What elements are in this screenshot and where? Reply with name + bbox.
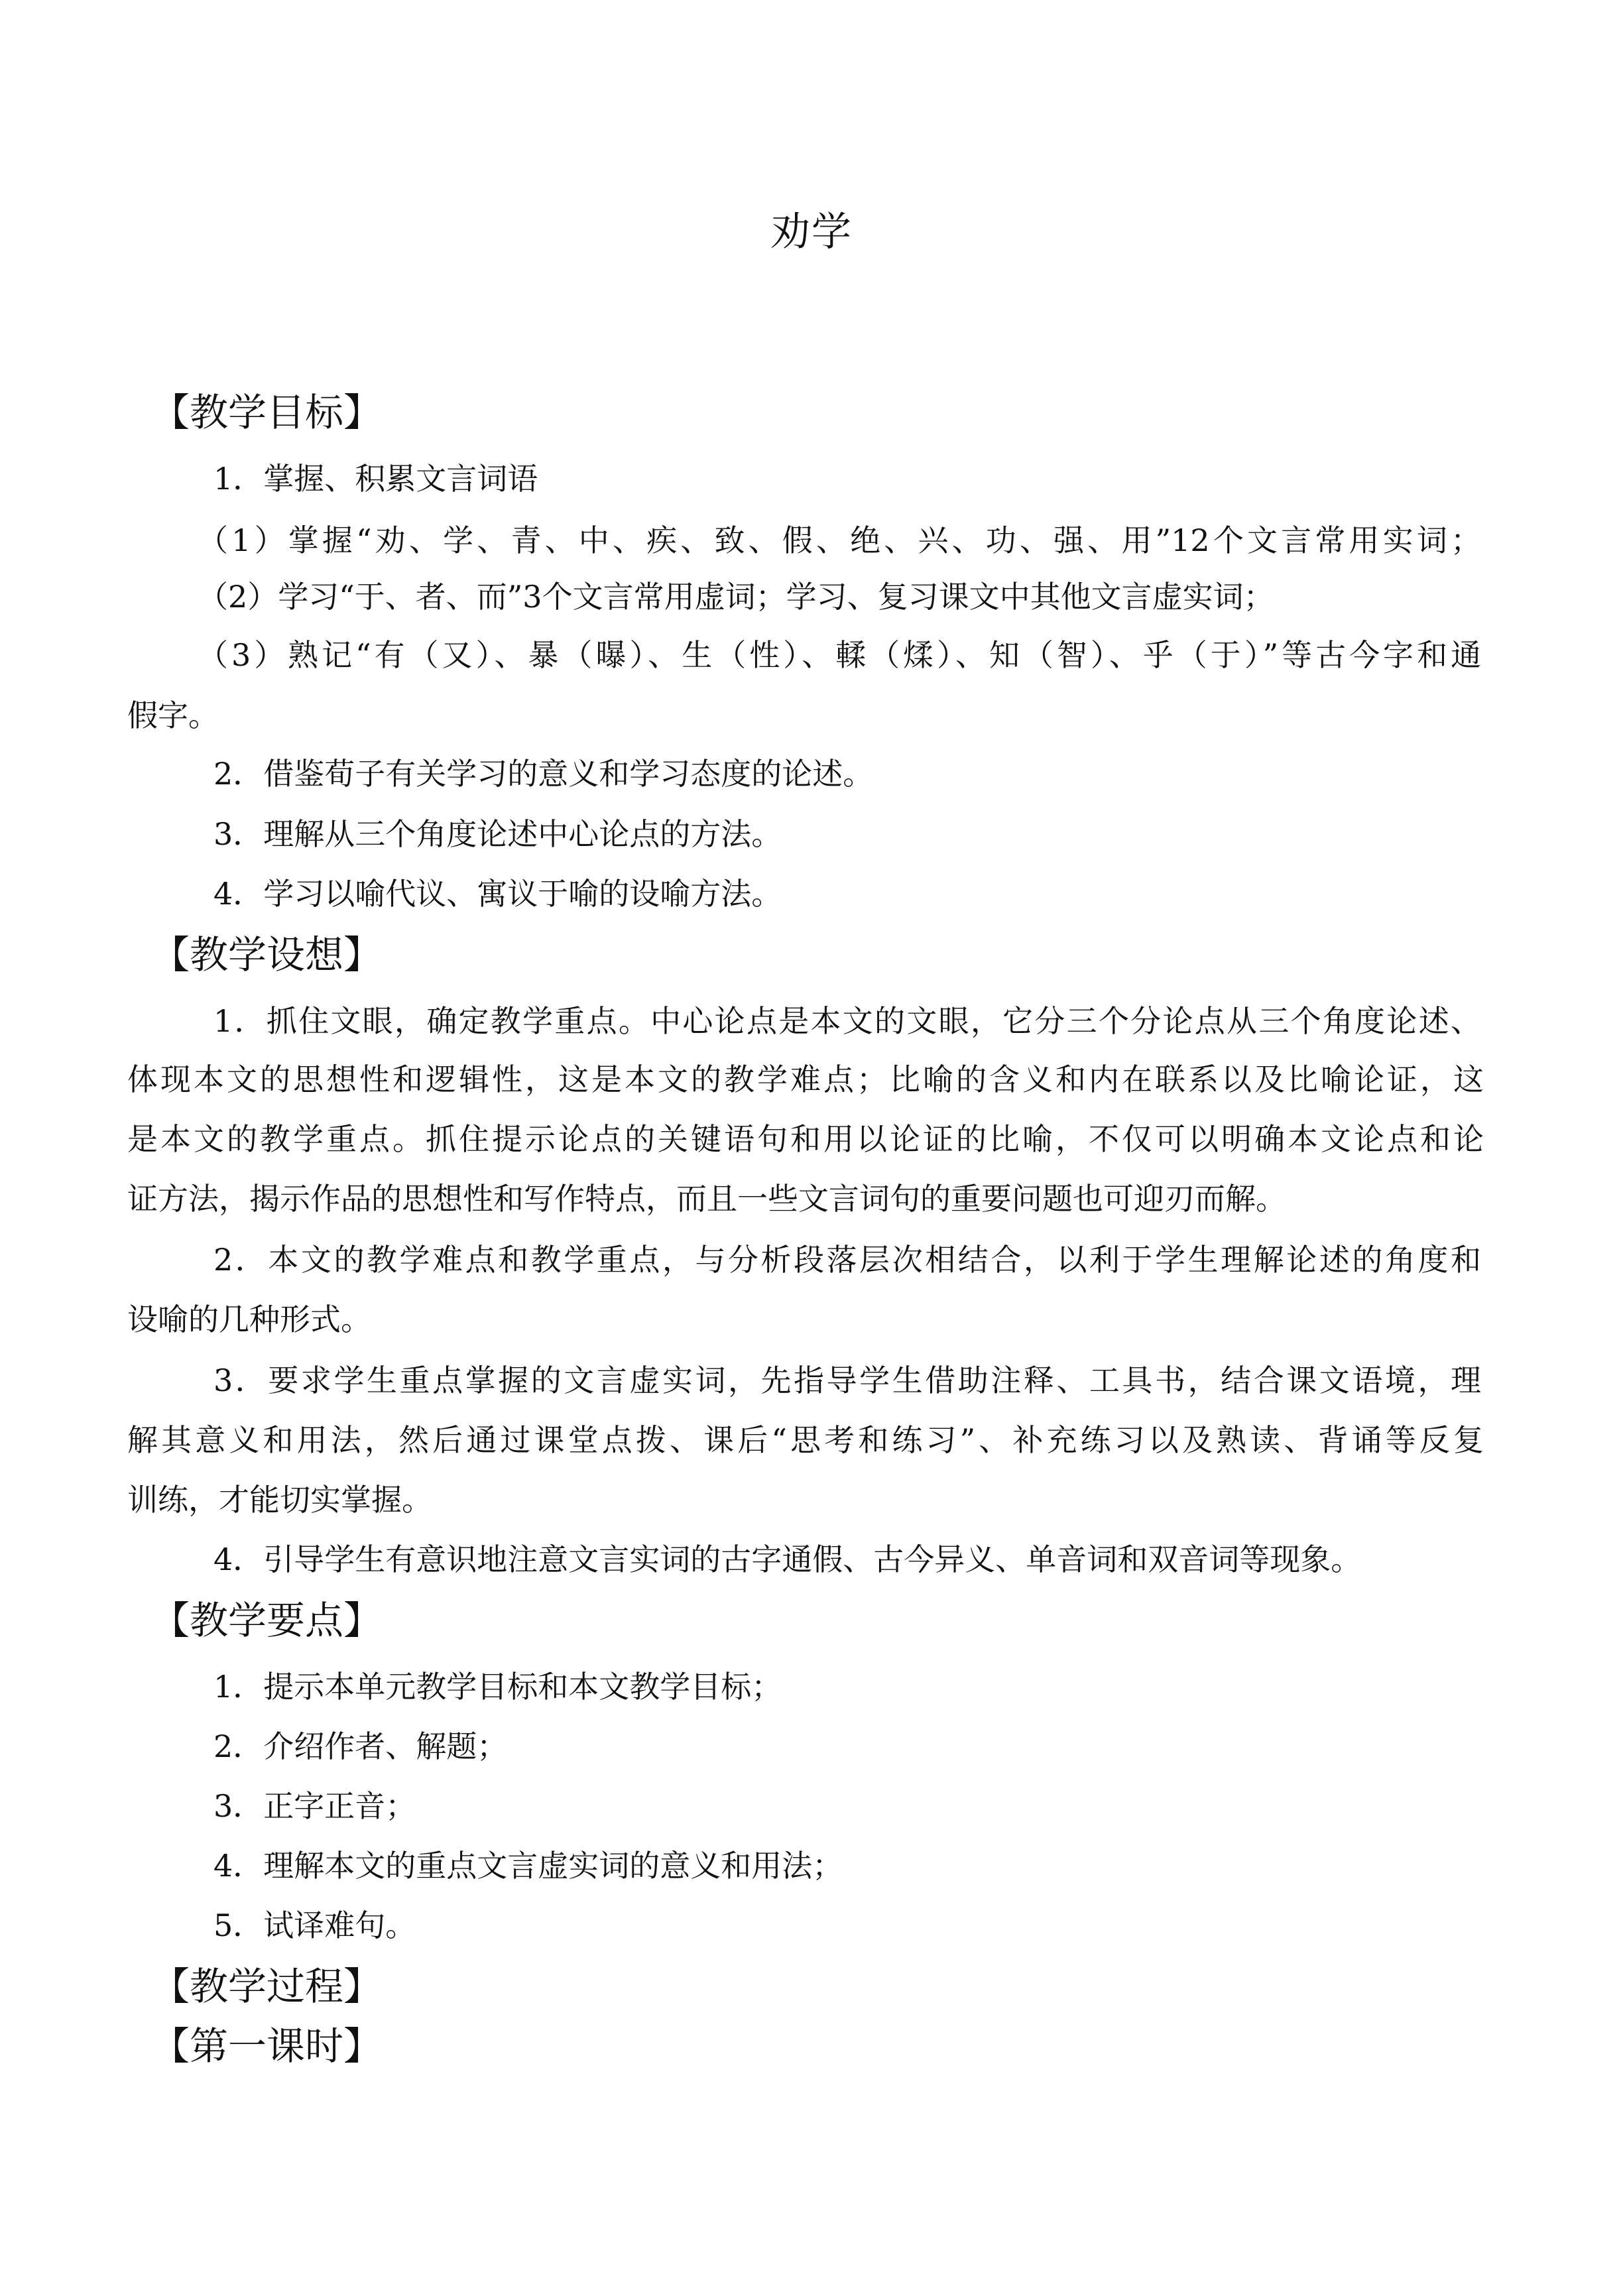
- section-heading-design: 【教学设想】: [151, 932, 383, 977]
- design-paragraph-1-line-2: 体现本文的思想性和逻辑性，这是本文的教学难点；比喻的含义和内在联系以及比喻论证，这: [127, 1061, 1484, 1097]
- objective-sub-1: （1）掌握“劝、学、青、中、疾、致、假、绝、兴、功、强、用”12个文言常用实词；: [198, 522, 1481, 558]
- design-paragraph-1-line-4: 证方法，揭示作品的思想性和写作特点，而且一些文言词句的重要问题也可迎刃而解。: [127, 1181, 1286, 1217]
- section-heading-keypoints: 【教学要点】: [151, 1598, 383, 1643]
- design-paragraph-3-line-2: 解其意义和用法，然后通过课堂点拨、课后“思考和练习”、补充练习以及熟读、背诵等反复: [127, 1422, 1484, 1458]
- objective-sub-2: （2）学习“于、者、而”3个文言常用虚词；学习、复习课文中其他文言虚实词；: [198, 579, 1274, 615]
- keypoint-item-1: 1．提示本单元教学目标和本文教学目标；: [213, 1669, 782, 1705]
- section-heading-lesson-1: 【第一课时】: [151, 2024, 383, 2069]
- keypoint-item-3: 3．正字正音；: [213, 1788, 416, 1824]
- design-paragraph-3-line-1: 3．要求学生重点掌握的文言虚实词，先指导学生借助注释、工具书，结合课文语境，理: [213, 1362, 1481, 1398]
- design-paragraph-4-line-1: 4．引导学生有意识地注意文言实词的古字通假、古今异义、单音词和双音词等现象。: [213, 1541, 1362, 1577]
- objective-sub-3-line-1: （3）熟记“有（又）、暴（曝）、生（性）、輮（煣）、知（智）、乎（于）”等古今字和通: [198, 637, 1481, 673]
- keypoint-item-5: 5．试译难句。: [213, 1907, 416, 1943]
- page-title: 劝学: [770, 209, 853, 255]
- objective-item-2: 2．借鉴荀子有关学习的意义和学习态度的论述。: [213, 756, 874, 792]
- design-paragraph-1-line-3: 是本文的教学重点。抓住提示论点的关键语句和用以论证的比喻，不仅可以明确本文论点和论: [127, 1121, 1484, 1157]
- design-paragraph-3-line-3: 训练，才能切实掌握。: [127, 1482, 432, 1518]
- design-paragraph-2-line-2: 设喻的几种形式。: [127, 1301, 371, 1337]
- keypoint-item-4: 4．理解本文的重点文言虚实词的意义和用法；: [213, 1848, 843, 1884]
- design-paragraph-1-line-1: 1．抓住文眼，确定教学重点。中心论点是本文的文眼，它分三个分论点从三个角度论述、: [213, 1003, 1481, 1039]
- objective-sub-3-line-2: 假字。: [127, 697, 219, 733]
- objective-item-1: 1．掌握、积累文言词语: [213, 461, 538, 497]
- keypoint-item-2: 2．介绍作者、解题；: [213, 1728, 508, 1764]
- design-paragraph-2-line-1: 2．本文的教学难点和教学重点，与分析段落层次相结合，以利于学生理解论述的角度和: [213, 1242, 1481, 1278]
- section-heading-process: 【教学过程】: [151, 1964, 383, 2009]
- section-heading-objectives: 【教学目标】: [151, 390, 383, 435]
- objective-item-3: 3．理解从三个角度论述中心论点的方法。: [213, 816, 782, 852]
- objective-item-4: 4．学习以喻代议、寓议于喻的设喻方法。: [213, 876, 782, 912]
